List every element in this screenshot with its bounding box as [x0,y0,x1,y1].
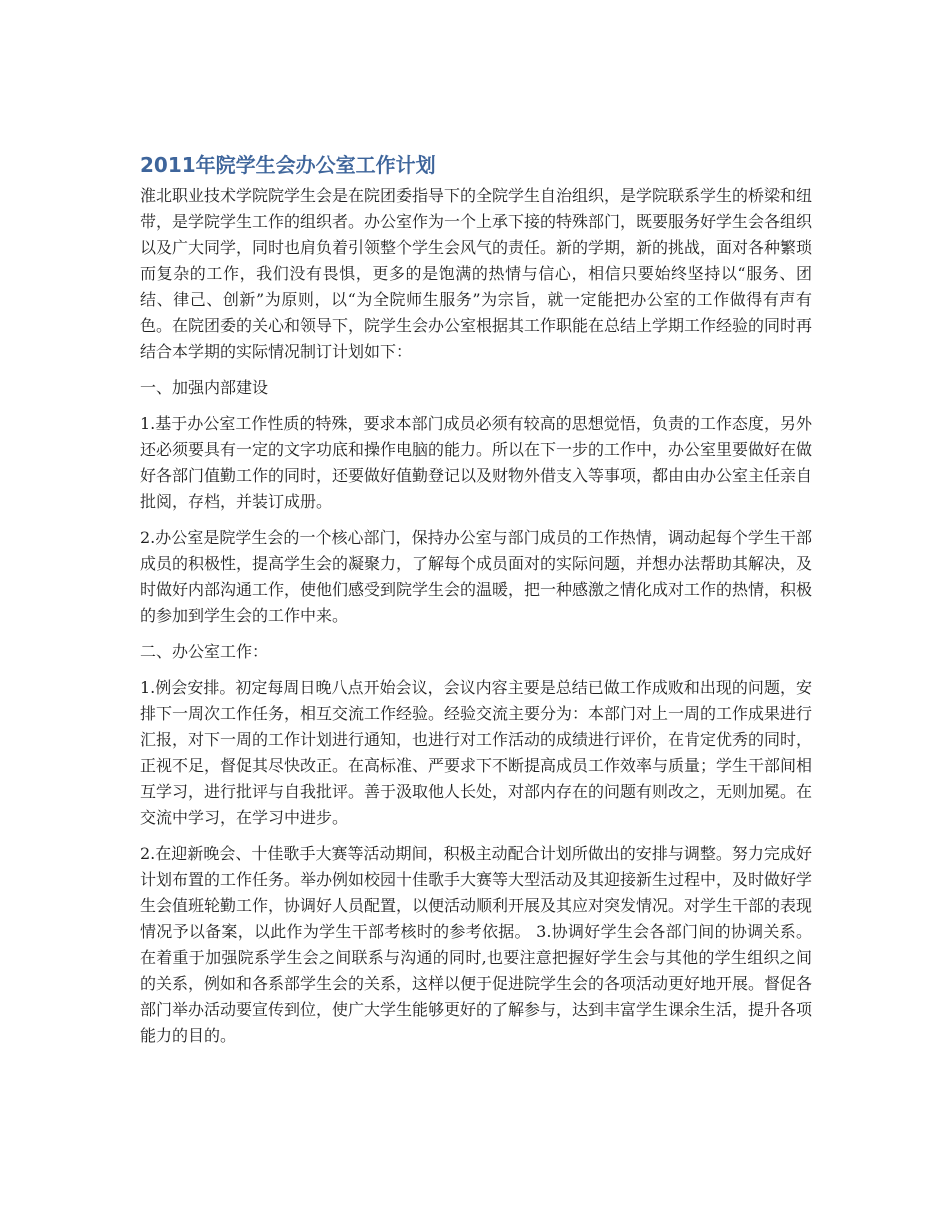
section-heading-internal-construction: 一、加强内部建设 [140,378,269,397]
section2-item-1: 1.例会安排。初定每周日晚八点开始会议，会议内容主要是总结已做工作成败和出现的问题，安排下一周次工作任务，相互交流工作经验。经验交流主要分为：本部门对上一周的工作成果进行汇报，对下一周的工作计划进行通知，也进行对工作活动的成绩进行评价，在肯定优秀的同时，正视不足，督促其尽快改正。在高标准、严要求下不断提高成员工作效率与质量；学生干部间相互学习，进行批评与自我批评。善于汲取他人长处，对部内存在的问题有则改之，无则加冕。在交流中学习，在学习中进步。 [140,678,813,827]
section1-item-1: 1.基于办公室工作性质的特殊，要求本部门成员必须有较高的思想觉悟，负责的工作态度，另外还必须要具有一定的文字功底和操作电脑的能力。所以在下一步的工作中，办公室里要做好在做好各部门值勤工作的同时，还要做好值勤登记以及财物外借支入等事项，都由由办公室主任亲自批阅，存档，并装订成册。 [140,414,813,511]
document-title: 2011年院学生会办公室工作计划 [140,153,436,177]
section-heading-office-work: 二、办公室工作： [140,642,269,661]
document-page [140,150,812,1059]
section2-item-2: 2.在迎新晚会、十佳歌手大赛等活动期间，积极主动配合计划所做出的安排与调整。努力完成好计划布置的工作任务。举办例如校园十佳歌手大赛等大型活动及其迎接新生过程中，及时做好学生会值班轮勤工作，协调好人员配置，以便活动顺利开展及其应对突发情况。对学生干部的表现情况予以备案，以此作为学生干部考核时的参考依据。 3.协调好学生会各部门间的协调关系。在着重于加强院系学生会之间联系与沟通的同时,也要注意把握好学生会与其他的学生组织之间的关系，例如和各系部学生会的关系，这样以便于促进院学生会的各项活动更好地开展。督促各部门举办活动要宣传到位，使广大学生能够更好的了解参与，达到丰富学生课余生活，提升各项能力的目的。 [140,844,813,1045]
intro-paragraph: 淮北职业技术学院院学生会是在院团委指导下的全院学生自治组织，是学院联系学生的桥梁和纽带，是学院学生工作的组织者。办公室作为一个上承下接的特殊部门，既要服务好学生会各组织以及广大同学，同时也肩负着引领整个学生会风气的责任。新的学期，新的挑战，面对各种繁琐而复杂的工作，我们没有畏惧，更多的是饱满的热情与信心，相信只要始终坚持以“服务、团结、律己、创新”为原则，以“为全院师生服务”为宗旨，就一定能把办公室的工作做得有声有色。在院团委的关心和领导下，院学生会办公室根据其工作职能在总结上学期工作经验的同时再结合本学期的实际情况制订计划如下： [140,186,813,361]
section1-item-2: 2.办公室是院学生会的一个核心部门，保持办公室与部门成员的工作热情，调动起每个学生干部成员的积极性，提高学生会的凝聚力，了解每个成员面对的实际问题，并想办法帮助其解决，及时做好内部沟通工作，使他们感受到院学生会的温暖，把一种感激之情化成对工作的热情，积极的参加到学生会的工作中来。 [140,528,813,625]
